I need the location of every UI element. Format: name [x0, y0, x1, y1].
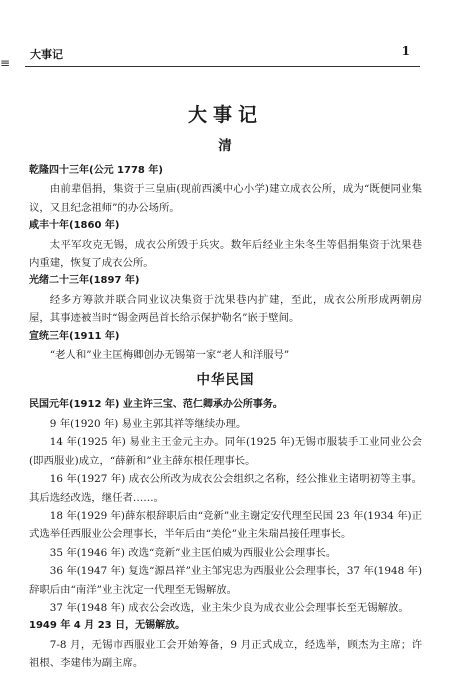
entry-date: 光绪二十三年(1897 年) — [29, 275, 140, 287]
running-header-title: 大事记 — [30, 48, 63, 61]
page-title: 大事记 — [187, 104, 263, 126]
minguo-paragraph: 16 年(1927 年) 成衣公所改为成衣公会组织之名称，经公推业主诸明初等主事。其后选经改选，继任者……。 — [29, 473, 422, 504]
entry-date: 乾隆四十三年(公元 1778 年) — [29, 165, 163, 176]
page-content — [29, 100, 422, 673]
qing-entry — [29, 272, 422, 327]
entry-text: “老人和”业主匡梅卿创办无锡第一家“老人和洋服号” — [49, 349, 290, 362]
header-rule — [25, 66, 420, 67]
minguo-first-entry: 民国元年(1912 年) 业主许三宝、范仁卿承办公所事务。 — [29, 399, 283, 411]
entry-text: 太平军攻克无锡，成衣公所毁于兵灾。数年后经业主朱冬生等倡捐集资于沈果巷内重建，恢复了成衣公所。 — [29, 238, 422, 270]
page-number: 1 — [401, 44, 410, 58]
liberation-line: 1949 年 4 月 23 日，无锡解放。 — [29, 620, 186, 632]
entry-date: 宣统三年(1911 年) — [29, 330, 120, 342]
qing-entry — [29, 162, 422, 217]
minguo-paragraph: 9 年(1920 年) 易业主郭其祥等继续办理。 — [49, 417, 247, 430]
entry-date: 咸丰十年(1860 年) — [29, 220, 120, 232]
minguo-paragraph: 36 年(1947 年) 复选“源昌祥”业主邹宪忠为西服业公会理事长，37 年(1948 年)辞职后由“南洋”业主沈定一代理至无锡解放。 — [29, 565, 422, 596]
section-heading-qing: 清 — [218, 138, 233, 154]
minguo-paragraph: 7-8 月，无锡市西服业工会开始筹备，9 月正式成立，经选举，顾杰为主席；许祖根、李建伟为副主席。 — [29, 638, 422, 670]
minguo-paragraph: 35 年(1946 年) 改选“竞新”业主匡伯威为西服业公会理事长。 — [49, 546, 337, 559]
minguo-paragraph: 18 年(1929 年)薛东根辞职后由“竞新”业主谢定安代理至民国 23 年(1934 年)正式选举任西服业公会理事长，半年后由“美伦”业主朱瑞昌接任理事长。 — [29, 509, 422, 541]
section-heading-minguo: 中华民国 — [196, 372, 255, 389]
entry-text: 由前辈倡捐，集资于三皇庙(现前西溪中心小学)建立成衣公所，成为“既便同业集议，又且纪念祖师”的办公场所。 — [29, 183, 422, 214]
minguo-paragraph: 37 年(1948 年) 成衣公会改选，业主朱少良为成衣业公会理事长至无锡解放。 — [49, 601, 409, 614]
minguo-paragraph: 14 年(1925 年) 易业主王金元主办。同年(1925 年)无锡市服装手工业同业公会(即西服业)成立，“薛新和”业主薛东根任理事长。 — [29, 436, 422, 467]
margin-mark: ≡ — [0, 56, 11, 70]
qing-entry — [29, 328, 422, 365]
entry-text: 经多方筹款并联合同业议决集资于沈果巷内扩建，至此，成衣公所形成两朝房屋，其事迹被当时“锡金两邑首长给示保护勒名”嵌于壁间。 — [29, 293, 422, 325]
qing-entry — [29, 217, 422, 272]
